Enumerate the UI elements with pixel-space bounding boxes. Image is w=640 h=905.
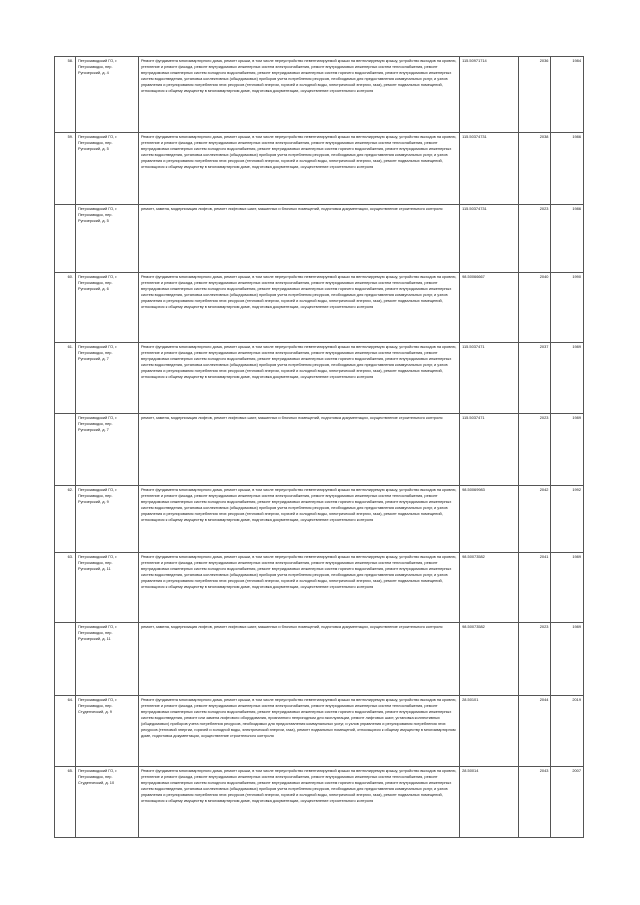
planned-year-cell: 2036 [518,57,551,133]
build-year-cell: 1989 [551,343,584,414]
build-year-cell: 1984 [551,57,584,133]
row-number: 61. [55,343,76,414]
cost-cell: 115.5037471 [460,414,519,486]
planned-year-cell: 2040 [518,273,551,343]
address-cell: Петрозаводский ГО, г. Петрозаводск, пер. Ругозерский, д. 7 [75,343,138,414]
cost-cell: 115.50374731 [460,133,519,205]
build-year-cell: 2007 [551,767,584,838]
cost-cell: 28.50014 [460,767,519,838]
row-number [55,414,76,486]
row-number: 65. [55,767,76,838]
planned-year-cell: 2044 [518,696,551,767]
row-number: 60. [55,273,76,343]
table-row [55,205,584,273]
works-description-cell: Ремонт фундамента многоквартирного дома, ремонт крыши, в том числе переустройство невентилируемой крыши на вентилируемую крышу, устройство выходов на кровлю, утепление и ремонт фасада, ремонт внутридомовых инженерных систем электроснабжения, ремонт внутридомовых инженерных систем теплоснабжения, ремонт внутридомовых инженерных систем холодного водоснабжения, ремонт внутридомовых инженерных систем горячего водоснабжения, ремонт внутридомовых инженерных систем водоотведения, установка коллективных (общедомовых) приборов учета потребления ресурсов, необходимых для предоставления коммунальных услуг, и узлов управления и регулирования потребления этих ресурсов (тепловой энергии, горячей и холодной воды, электрической энергии, газа), ремонт подвальных помещений, относящихся к общему имуществу в многоквартирном доме, подготовка документации, осуществление строительного контроля [138,486,459,553]
table-row [55,553,584,623]
table-row [55,133,584,205]
works-description-cell: Ремонт фундамента многоквартирного дома, ремонт крыши, в том числе переустройство невентилируемой крыши на вентилируемую крышу, устройство выходов на кровлю, утепление и ремонт фасада, ремонт внутридомовых инженерных систем электроснабжения, ремонт внутридомовых инженерных систем теплоснабжения, ремонт внутридомовых инженерных систем холодного водоснабжения, ремонт внутридомовых инженерных систем горячего водоснабжения, ремонт внутридомовых инженерных систем водоотведения, установка коллективных (общедомовых) приборов учета потребления ресурсов, необходимых для предоставления коммунальных услуг, и узлов управления и регулирования потребления этих ресурсов (тепловой энергии, горячей и холодной воды, электрической энергии, газа), ремонт подвальных помещений, относящихся к общему имуществу в многоквартирном доме, подготовка документации, осуществление строительного контроля [138,273,459,343]
works-description-cell: Ремонт фундамента многоквартирного дома, ремонт крыши, в том числе переустройство невентилируемой крыши на вентилируемую крышу, устройство выходов на кровлю, утепление и ремонт фасада, ремонт внутридомовых инженерных систем электроснабжения, ремонт внутридомовых инженерных систем теплоснабжения, ремонт внутридомовых инженерных систем холодного водоснабжения, ремонт внутридомовых инженерных систем горячего водоснабжения, ремонт внутридомовых инженерных систем водоотведения, установка коллективных (общедомовых) приборов учета потребления ресурсов, необходимых для предоставления коммунальных услуг, и узлов управления и регулирования потребления этих ресурсов (тепловой энергии, горячей и холодной воды, электрической энергии, газа), ремонт подвальных помещений, относящихся к общему имуществу в многоквартирном доме, подготовка документации, осуществление строительного контроля [138,133,459,205]
cost-cell: 28.50101 [460,696,519,767]
works-description-cell: Ремонт фундамента многоквартирного дома, ремонт крыши, в том числе переустройство невентилируемой крыши на вентилируемую крышу, устройство выходов на кровлю, утепление и ремонт фасада, ремонт внутридомовых инженерных систем электроснабжения, ремонт внутридомовых инженерных систем теплоснабжения, ремонт внутридомовых инженерных систем холодного водоснабжения, ремонт внутридомовых инженерных систем горячего водоснабжения, ремонт внутридомовых инженерных систем водоотведения, установка коллективных (общедомовых) приборов учета потребления ресурсов, необходимых для предоставления коммунальных услуг, и узлов управления и регулирования потребления этих ресурсов (тепловой энергии, горячей и холодной воды, электрической энергии, газа), ремонт подвальных помещений, относящихся к общему имуществу в многоквартирном доме, подготовка документации, осуществление строительного контроля [138,343,459,414]
table-row [55,57,584,133]
address-cell: Петрозаводский ГО, г. Петрозаводск, пер. Ругозерский, д. 4 [75,57,138,133]
table-row [55,623,584,696]
table-row [55,414,584,486]
cost-cell: 98.50073582 [460,553,519,623]
table-row [55,696,584,767]
address-cell: Петрозаводский ГО, г. Петрозаводск, пер. Студенческий, д. 9 [75,696,138,767]
build-year-cell: 1989 [551,414,584,486]
works-description-cell: Ремонт фундамента многоквартирного дома, ремонт крыши, в том числе переустройство невентилируемой крыши на вентилируемую крышу, устройство выходов на кровлю, утепление и ремонт фасада, ремонт внутридомовых инженерных систем электроснабжения, ремонт внутридомовых инженерных систем теплоснабжения, ремонт внутридомовых инженерных систем холодного водоснабжения, ремонт внутридомовых инженерных систем горячего водоснабжения, ремонт внутридомовых инженерных систем водоотведения, установка коллективных (общедомовых) приборов учета потребления ресурсов, необходимых для предоставления коммунальных услуг, и узлов управления и регулирования потребления этих ресурсов (тепловой энергии, горячей и холодной воды, электрической энергии, газа), ремонт подвальных помещений, относящихся к общему имуществу в многоквартирном доме, подготовка документации, осуществление строительного контроля [138,57,459,133]
planned-year-cell: 2023 [518,205,551,273]
planned-year-cell: 2023 [518,414,551,486]
planned-year-cell: 2043 [518,767,551,838]
cost-cell: 115.50374731 [460,205,519,273]
address-cell: Петрозаводский ГО, г. Петрозаводск, пер. Ругозерский, д. 7 [75,414,138,486]
address-cell: Петрозаводский ГО, г. Петрозаводск, пер. Ругозерский, д. 5 [75,133,138,205]
cost-cell: 115.50971714 [460,57,519,133]
address-cell: Петрозаводский ГО, г. Петрозаводск, пер. Ругозерский, д. 5 [75,205,138,273]
planned-year-cell: 2042 [518,486,551,553]
address-cell: Петрозаводский ГО, г. Петрозаводск, пер. Ругозерский, д. 11 [75,623,138,696]
row-number: 58. [55,57,76,133]
address-cell: Петрозаводский ГО, г. Петрозаводск, пер. Студенческий, д. 10 [75,767,138,838]
works-description-cell: Ремонт фундамента многоквартирного дома, ремонт крыши, в том числе переустройство невентилируемой крыши на вентилируемую крышу, устройство выходов на кровлю, утепление и ремонт фасада, ремонт внутридомовых инженерных систем электроснабжения, ремонт внутридомовых инженерных систем теплоснабжения, ремонт внутридомовых инженерных систем холодного водоснабжения, ремонт внутридомовых инженерных систем горячего водоснабжения, ремонт внутридомовых инженерных систем водоотведения, установка коллективных (общедомовых) приборов учета потребления ресурсов, необходимых для предоставления коммунальных услуг, и узлов управления и регулирования потребления этих ресурсов (тепловой энергии, горячей и холодной воды, электрической энергии, газа), ремонт подвальных помещений, относящихся к общему имуществу в многоквартирном доме, подготовка документации, осуществление строительного контроля [138,767,459,838]
build-year-cell: 1986 [551,133,584,205]
row-number [55,623,76,696]
planned-year-cell: 2037 [518,343,551,414]
works-description-cell: ремонт, замена, модернизация лифтов, ремонт лифтовых шахт, машинных и блочных помещений, подготовка документации, осуществление строительного контроля [138,205,459,273]
works-description-cell: Ремонт фундамента многоквартирного дома, ремонт крыши, в том числе переустройство невентилируемой крыши на вентилируемую крышу, устройство выходов на кровлю, утепление и ремонт фасада, ремонт внутридомовых инженерных систем электроснабжения, ремонт внутридомовых инженерных систем теплоснабжения, ремонт внутридомовых инженерных систем холодного водоснабжения, ремонт внутридомовых инженерных систем горячего водоснабжения, ремонт внутридомовых инженерных систем водоотведения, установка коллективных (общедомовых) приборов учета потребления ресурсов, необходимых для предоставления коммунальных услуг, и узлов управления и регулирования потребления этих ресурсов (тепловой энергии, горячей и холодной воды, электрической энергии, газа), ремонт подвальных помещений, относящихся к общему имуществу в многоквартирном доме, подготовка документации, осуществление строительного контроля [138,553,459,623]
table-row [55,343,584,414]
address-cell: Петрозаводский ГО, г. Петрозаводск, пер. Ругозерский, д. 6 [75,273,138,343]
address-cell: Петрозаводский ГО, г. Петрозаводск, пер. Ругозерский, д. 11 [75,553,138,623]
build-year-cell: 1986 [551,205,584,273]
planned-year-cell: 2038 [518,133,551,205]
cost-cell: 115.5037471 [460,343,519,414]
build-year-cell: 1989 [551,623,584,696]
row-number: 63. [55,553,76,623]
build-year-cell: 2019 [551,696,584,767]
row-number [55,205,76,273]
address-cell: Петрозаводский ГО, г. Петрозаводск, пер. Ругозерский, д. 9 [75,486,138,553]
row-number: 62. [55,486,76,553]
table-row [55,486,584,553]
row-number: 59. [55,133,76,205]
cost-cell: 98.50073582 [460,623,519,696]
works-description-cell: ремонт, замена, модернизация лифтов, ремонт лифтовых шахт, машинных и блочных помещений, подготовка документации, осуществление строительного контроля [138,623,459,696]
planned-year-cell: 2041 [518,553,551,623]
table-row [55,273,584,343]
build-year-cell: 1990 [551,273,584,343]
capital-repair-table [54,56,584,838]
build-year-cell: 1992 [551,486,584,553]
planned-year-cell: 2023 [518,623,551,696]
build-year-cell: 1989 [551,553,584,623]
cost-cell: 98.50066667 [460,273,519,343]
table-row [55,767,584,838]
cost-cell: 98.50069983 [460,486,519,553]
table-body [55,57,584,838]
works-description-cell: ремонт, замена, модернизация лифтов, ремонт лифтовых шахт, машинных и блочных помещений, подготовка документации, осуществление строительного контроля [138,414,459,486]
works-description-cell: Ремонт фундамента многоквартирного дома, ремонт крыши, в том числе переустройство невентилируемой крыши на вентилируемую крышу, устройство выходов на кровлю, утепление и ремонт фасада, ремонт внутридомовых инженерных систем электроснабжения, ремонт внутридомовых инженерных систем теплоснабжения, ремонт внутридомовых инженерных систем холодного водоснабжения, ремонт внутридомовых инженерных систем горячего водоснабжения, ремонт внутридомовых инженерных систем водоотведения, ремонт или замена лифтового оборудования, признанного непригодным для эксплуатации, ремонт лифтовых шахт, установка коллективных (общедомовых) приборов учета потребления ресурсов, необходимых для предоставления коммунальных услуг, и узлов управления и регулирования потребления этих ресурсов (тепловой энергии, горячей и холодной воды, электрической энергии, газа), ремонт подвальных помещений, относящихся к общему имуществу в многоквартирном доме, подготовка документации, осуществление строительного контроля [138,696,459,767]
row-number: 64. [55,696,76,767]
